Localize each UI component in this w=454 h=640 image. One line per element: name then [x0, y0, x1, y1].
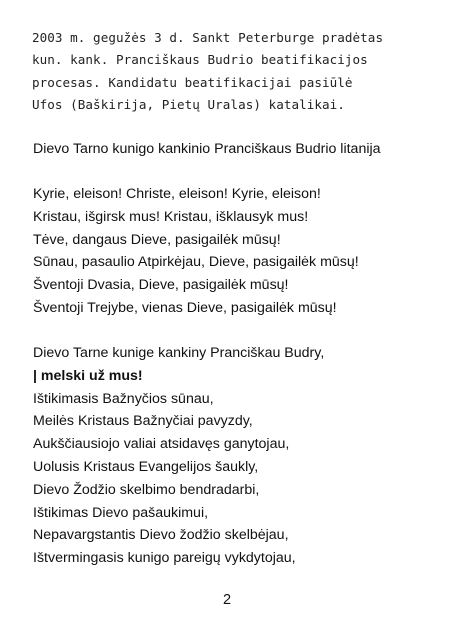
litany-title: Dievo Tarno kunigo kankinio Pranciškaus Budrio litanija [33, 141, 381, 157]
invocation-line: Kristau, išgirsk mus! Kristau, išklausyk mus! [33, 208, 309, 225]
invocation-line: Kyrie, eleison! Christe, eleison! Kyrie, eleison! [33, 186, 321, 202]
invocation-line: Sūnau, pasaulio Atpirkėjau, Dieve, pasigailėk mūsų! [33, 254, 359, 271]
intro-line: Ufos (Baškirija, Pietų Uralas) katalikai. [32, 97, 345, 113]
petition-line: Nepavargstantis Dievo žodžio skelbėjau, [33, 527, 289, 544]
petition-line: Ištikimasis Bažnyčios sūnau, [33, 390, 214, 407]
page-number: 2 [222, 592, 232, 608]
opening-invocations [33, 183, 433, 320]
petition-line: Ištvermingasis kunigo pareigų vykdytojau, [33, 550, 296, 567]
intro-line: kun. kank. Pranciškaus Budrio beatifikacijos [32, 52, 368, 68]
intro-note [32, 27, 432, 117]
invocation-line: Šventoji Trejybe, vienas Dieve, pasigailėk mūsų! [33, 299, 337, 316]
petition-line: Aukščiausiojo valiai atsidavęs ganytojau, [33, 436, 290, 453]
intro-line: 2003 m. gegužės 3 d. Sankt Peterburge pradėtas [32, 30, 384, 45]
petition-line: Dievo Žodžio skelbimo bendradarbi, [33, 481, 260, 498]
petition-line: Ištikimas Dievo pašaukimui, [33, 504, 209, 521]
litany-address: Dievo Tarne kunige kankiny Pranciškau Budry, [33, 345, 325, 361]
petition-line: Uolusis Kristaus Evangelijos šaukly, [33, 458, 259, 475]
petition-line: Meilės Kristaus Bažnyčiai pavyzdy, [33, 413, 253, 430]
intro-line: procesas. Kandidatu beatifikacijai pasiūlė [32, 74, 353, 90]
litany-petitions [33, 342, 433, 570]
invocation-line: Tėve, dangaus Dieve, pasigailėk mūsų! [33, 231, 281, 248]
litany-response: | melski už mus! [33, 367, 143, 384]
invocation-line: Šventoji Dvasia, Dieve, pasigailėk mūsų! [33, 277, 289, 294]
